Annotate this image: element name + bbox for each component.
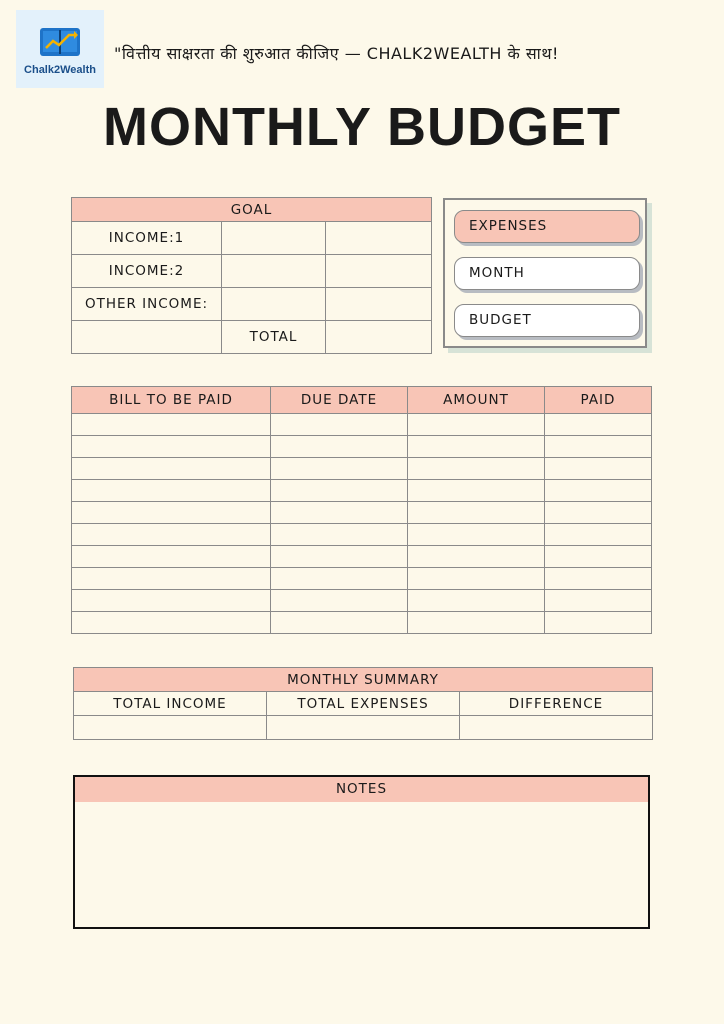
other-income-label: OTHER INCOME: [72, 288, 222, 321]
table-row [72, 568, 652, 590]
total-expenses-cell[interactable] [267, 716, 460, 740]
goal-row [72, 288, 432, 321]
bill-cell[interactable] [271, 480, 408, 502]
bill-cell[interactable] [545, 524, 652, 546]
page-title: MONTHLY BUDGET [102, 97, 622, 157]
total-income-label: TOTAL INCOME [74, 692, 267, 716]
bill-cell[interactable] [545, 480, 652, 502]
difference-label: DIFFERENCE [460, 692, 653, 716]
bill-cell[interactable] [408, 546, 545, 568]
bill-cell[interactable] [271, 590, 408, 612]
difference-cell[interactable] [460, 716, 653, 740]
bill-cell[interactable] [545, 568, 652, 590]
bill-cell[interactable] [72, 458, 271, 480]
goal-cell[interactable] [222, 255, 326, 288]
bill-cell[interactable] [72, 436, 271, 458]
bill-cell[interactable] [271, 612, 408, 634]
bill-cell[interactable] [545, 502, 652, 524]
bill-cell[interactable] [271, 414, 408, 436]
bill-cell[interactable] [72, 546, 271, 568]
total-value-cell[interactable] [326, 321, 432, 354]
bills-table [71, 386, 652, 634]
table-row [72, 524, 652, 546]
goal-cell[interactable] [326, 255, 432, 288]
expenses-field[interactable]: EXPENSES [454, 210, 640, 243]
table-row [72, 436, 652, 458]
goal-table [71, 197, 432, 354]
table-row [72, 612, 652, 634]
bill-cell[interactable] [408, 524, 545, 546]
table-row [72, 480, 652, 502]
goal-row [72, 255, 432, 288]
logo-text: Chalk2Wealth [24, 64, 96, 76]
notes-box [73, 775, 650, 929]
bill-cell[interactable] [72, 502, 271, 524]
amount-header: AMOUNT [408, 387, 545, 414]
due-date-header: DUE DATE [271, 387, 408, 414]
bill-cell[interactable] [545, 436, 652, 458]
total-income-cell[interactable] [74, 716, 267, 740]
month-field[interactable]: MONTH [454, 257, 640, 290]
bill-cell[interactable] [72, 480, 271, 502]
income-2-label: INCOME:2 [72, 255, 222, 288]
bill-cell[interactable] [545, 612, 652, 634]
bill-cell[interactable] [271, 546, 408, 568]
bill-cell[interactable] [545, 590, 652, 612]
bill-header: BILL TO BE PAID [72, 387, 271, 414]
paid-header: PAID [545, 387, 652, 414]
bill-cell[interactable] [408, 568, 545, 590]
bill-cell[interactable] [72, 524, 271, 546]
table-row [72, 590, 652, 612]
bill-cell[interactable] [72, 590, 271, 612]
goal-cell[interactable] [326, 288, 432, 321]
bill-cell[interactable] [271, 502, 408, 524]
goal-cell[interactable] [222, 222, 326, 255]
bill-cell[interactable] [271, 568, 408, 590]
bill-cell[interactable] [408, 480, 545, 502]
logo [16, 10, 104, 88]
summary-header: MONTHLY SUMMARY [74, 668, 653, 692]
bill-cell[interactable] [408, 612, 545, 634]
goal-cell[interactable] [72, 321, 222, 354]
bill-cell[interactable] [545, 414, 652, 436]
bill-cell[interactable] [408, 458, 545, 480]
bill-cell[interactable] [271, 458, 408, 480]
side-panel [443, 198, 647, 348]
goal-row [72, 222, 432, 255]
budget-field[interactable]: BUDGET [454, 304, 640, 337]
notes-area[interactable] [75, 802, 648, 927]
goal-cell[interactable] [326, 222, 432, 255]
bill-cell[interactable] [408, 414, 545, 436]
goal-row [72, 321, 432, 354]
bill-cell[interactable] [271, 524, 408, 546]
bill-cell[interactable] [408, 590, 545, 612]
total-label: TOTAL [222, 321, 326, 354]
goal-cell[interactable] [222, 288, 326, 321]
bill-cell[interactable] [408, 436, 545, 458]
income-1-label: INCOME:1 [72, 222, 222, 255]
total-expenses-label: TOTAL EXPENSES [267, 692, 460, 716]
notes-header: NOTES [75, 777, 648, 802]
bill-cell[interactable] [72, 414, 271, 436]
tagline: "वित्तीय साक्षरता की शुरुआत कीजिए — CHALK2WEALTH के साथ! [114, 44, 559, 63]
table-row [72, 502, 652, 524]
book-chart-icon [39, 26, 81, 60]
goal-header: GOAL [72, 198, 432, 222]
bill-cell[interactable] [545, 546, 652, 568]
table-row [72, 414, 652, 436]
bills-body [72, 414, 652, 634]
bill-cell[interactable] [271, 436, 408, 458]
table-row [72, 546, 652, 568]
bill-cell[interactable] [72, 568, 271, 590]
summary-table [73, 667, 653, 740]
bill-cell[interactable] [545, 458, 652, 480]
bill-cell[interactable] [408, 502, 545, 524]
bill-cell[interactable] [72, 612, 271, 634]
table-row [72, 458, 652, 480]
